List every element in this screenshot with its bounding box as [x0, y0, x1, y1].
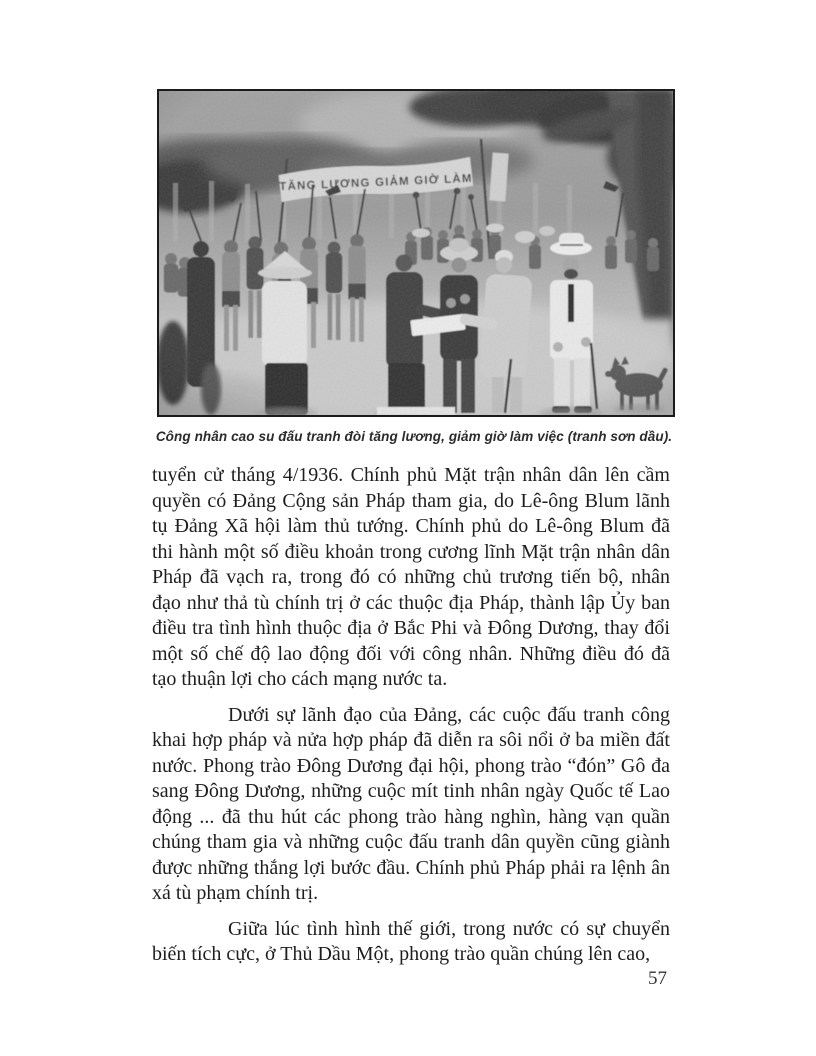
- page-body: [152, 463, 670, 968]
- page-number: 57: [648, 968, 667, 989]
- paragraph-1: tuyển cử tháng 4/1936. Chính phủ Mặt trận nhân dân lên cầm quyền có Đảng Cộng sản Pháp tham gia, do Lê-ông Blum lãnh tụ Đảng Xã hội làm thủ tướng. Chính phủ do Lê-ông Blum đã thi hành một số điều khoản trong cương lĩnh Mặt trận nhân dân Pháp đã vạch ra, trong đó có những chủ trương tiến bộ, nhân đạo như thả tù chính trị ở các thuộc địa Pháp, thành lập Ủy ban điều tra tình hình thuộc địa ở Bắc Phi và Đông Dương, thay đổi một số chế độ lao động đối với công nhân. Những điều đó đã tạo thuận lợi cho cách mạng nước ta.: [152, 464, 670, 690]
- vignette-overlay: [159, 91, 673, 415]
- protest-painting: [159, 91, 673, 415]
- figure-painting: [157, 89, 675, 417]
- paragraph-2: Dưới sự lãnh đạo của Đảng, các cuộc đấu tranh công khai hợp pháp và nửa hợp pháp đã diễn ra sôi nổi ở ba miền đất nước. Phong trào Đông Dương đại hội, phong trào “đón” Gô đa sang Đông Dương, những cuộc mít tinh nhân ngày Quốc tế Lao động ... đã thu hút các phong trào hàng nghìn, hàng vạn quần chúng tham gia và những cuộc đấu tranh dân quyền cũng giành được những thắng lợi bước đầu. Chính phủ Pháp phải ra lệnh ân xá tù phạm chính trị.: [152, 703, 670, 904]
- figure-caption: Công nhân cao su đấu tranh đòi tăng lương, giảm giờ làm việc (tranh sơn dầu).: [155, 429, 673, 444]
- paragraph-3: Giữa lúc tình hình thế giới, trong nước có sự chuyển biến tích cực, ở Thủ Dầu Một, phong trào quần chúng lên cao,: [152, 917, 670, 965]
